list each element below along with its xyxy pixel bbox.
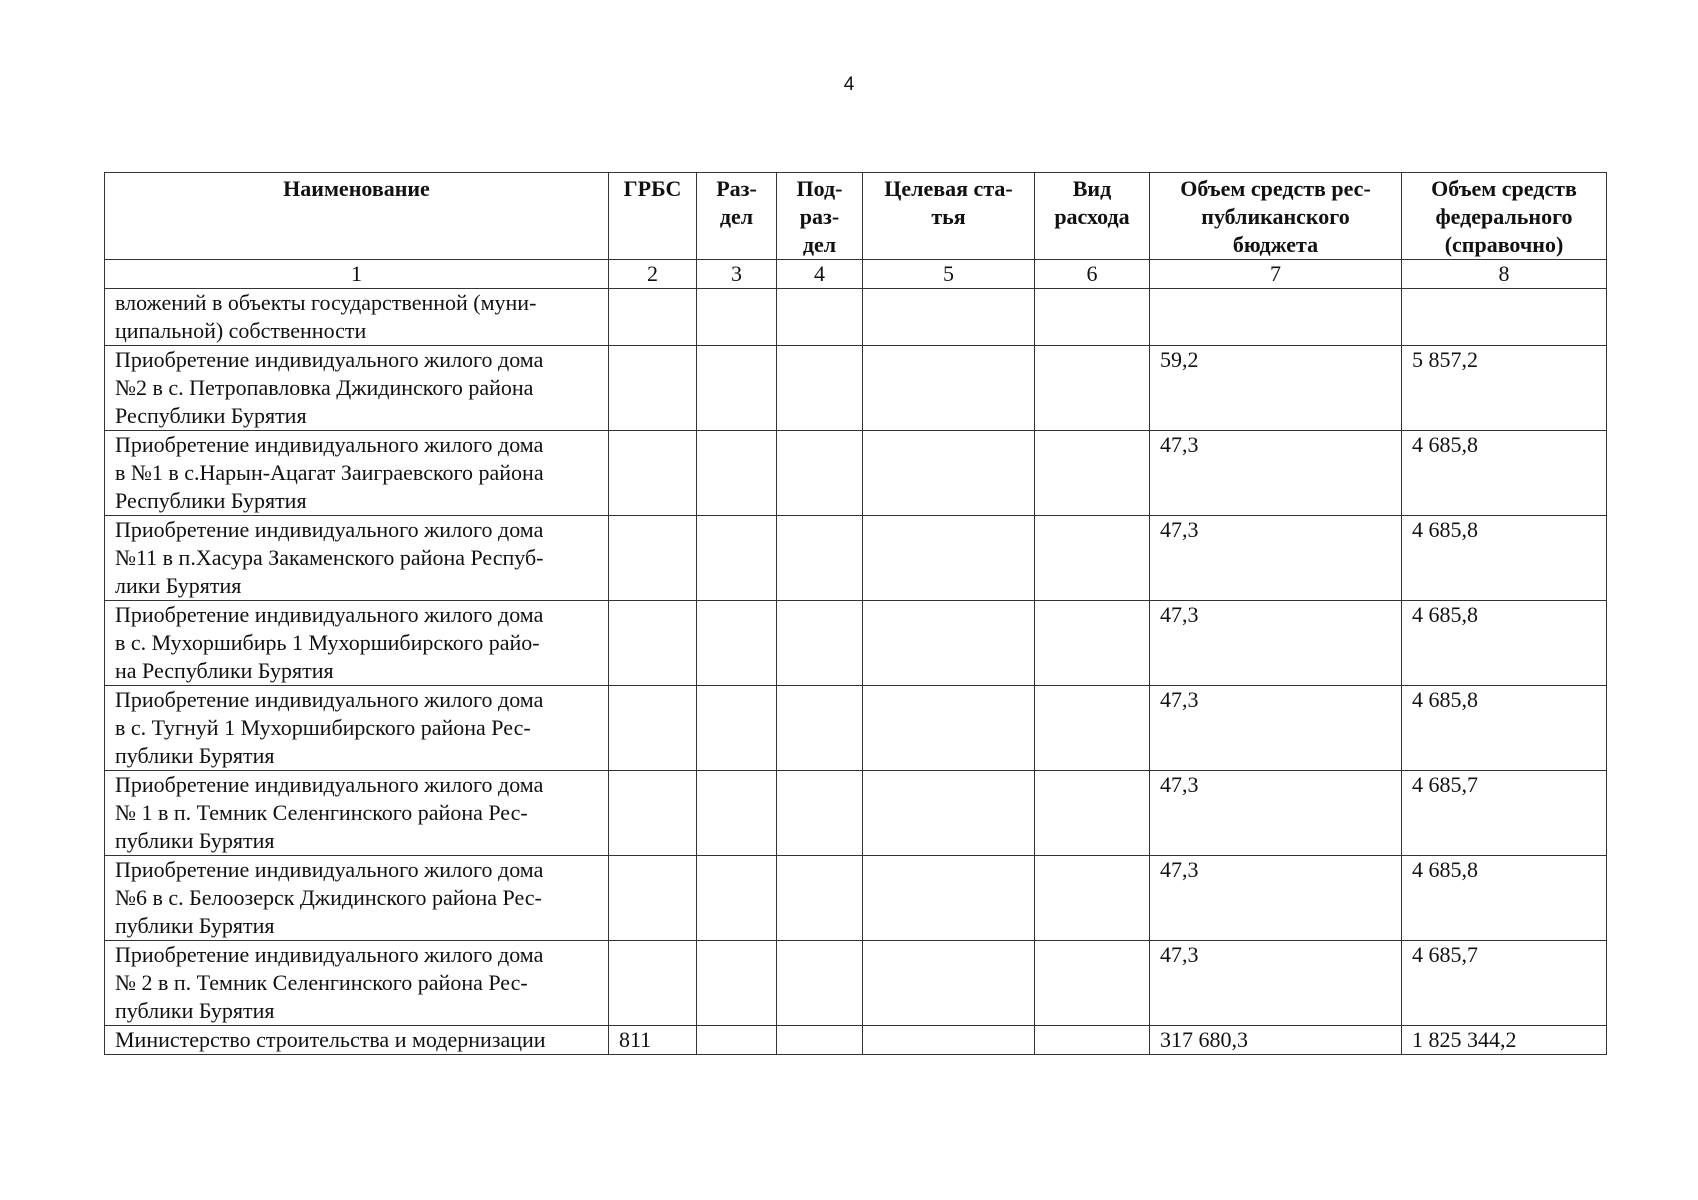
row-republican-cell: 47,3 — [1150, 856, 1402, 941]
row-name-cell: Приобретение индивидуального жилого дома в с. Мухоршибирь 1 Мухоршибирского райо- на Республики Бурятия — [105, 601, 609, 686]
row-federal-cell: 4 685,7 — [1402, 941, 1607, 1026]
row-podrazdel-cell — [777, 1026, 863, 1055]
row-grbs-cell — [609, 856, 697, 941]
row-grbs-cell — [609, 289, 697, 346]
row-grbs-cell — [609, 771, 697, 856]
row-federal-cell: 5 857,2 — [1402, 346, 1607, 431]
column-number: 6 — [1035, 260, 1150, 289]
row-razdel-cell — [697, 289, 777, 346]
header-federal-budget: Объем средств федерального (справочно) — [1402, 173, 1607, 260]
row-vid-cell — [1035, 941, 1150, 1026]
header-name: Наименование — [105, 173, 609, 260]
row-name-cell: Приобретение индивидуального жилого дома №2 в с. Петропавловка Джидинского района Республики Бурятия — [105, 346, 609, 431]
table-row — [105, 856, 1607, 941]
header-row — [105, 173, 1607, 260]
row-celevaya-cell — [863, 431, 1035, 516]
header-celevaya-statya: Целевая ста- тья — [863, 173, 1035, 260]
row-celevaya-cell — [863, 1026, 1035, 1055]
row-name-cell: Приобретение индивидуального жилого дома в с. Тугнуй 1 Мухоршибирского района Рес- публики Бурятия — [105, 686, 609, 771]
row-grbs-cell — [609, 941, 697, 1026]
row-razdel-cell — [697, 516, 777, 601]
table-row — [105, 686, 1607, 771]
row-podrazdel-cell — [777, 771, 863, 856]
row-vid-cell — [1035, 856, 1150, 941]
row-republican-cell: 47,3 — [1150, 601, 1402, 686]
row-republican-cell: 47,3 — [1150, 686, 1402, 771]
header-republican-budget: Объем средств рес- публиканского бюджета — [1150, 173, 1402, 260]
row-name-cell: Приобретение индивидуального жилого дома №6 в с. Белоозерск Джидинского района Рес- публики Бурятия — [105, 856, 609, 941]
row-republican-cell: 317 680,3 — [1150, 1026, 1402, 1055]
row-vid-cell — [1035, 1026, 1150, 1055]
row-vid-cell — [1035, 771, 1150, 856]
row-podrazdel-cell — [777, 516, 863, 601]
row-federal-cell: 4 685,8 — [1402, 431, 1607, 516]
row-grbs-cell — [609, 601, 697, 686]
row-grbs-cell — [609, 686, 697, 771]
table-row — [105, 1026, 1607, 1055]
column-number: 3 — [697, 260, 777, 289]
row-podrazdel-cell — [777, 431, 863, 516]
header-razdel: Раз- дел — [697, 173, 777, 260]
row-celevaya-cell — [863, 686, 1035, 771]
row-celevaya-cell — [863, 771, 1035, 856]
row-grbs-cell: 811 — [609, 1026, 697, 1055]
row-podrazdel-cell — [777, 686, 863, 771]
row-vid-cell — [1035, 431, 1150, 516]
table-row — [105, 346, 1607, 431]
column-number: 4 — [777, 260, 863, 289]
row-razdel-cell — [697, 941, 777, 1026]
row-razdel-cell — [697, 686, 777, 771]
row-republican-cell — [1150, 289, 1402, 346]
column-number: 1 — [105, 260, 609, 289]
table-row — [105, 601, 1607, 686]
row-name-cell: вложений в объекты государственной (муни- ципальной) собственности — [105, 289, 609, 346]
header-vid-raskhoda: Вид расхода — [1035, 173, 1150, 260]
row-grbs-cell — [609, 431, 697, 516]
row-federal-cell: 4 685,8 — [1402, 601, 1607, 686]
row-federal-cell: 4 685,8 — [1402, 516, 1607, 601]
row-celevaya-cell — [863, 289, 1035, 346]
table-row — [105, 516, 1607, 601]
row-republican-cell: 47,3 — [1150, 431, 1402, 516]
table-row — [105, 771, 1607, 856]
row-grbs-cell — [609, 516, 697, 601]
row-vid-cell — [1035, 289, 1150, 346]
row-vid-cell — [1035, 601, 1150, 686]
row-name-cell: Министерство строительства и модернизации — [105, 1026, 609, 1055]
header-grbs: ГРБС — [609, 173, 697, 260]
row-celevaya-cell — [863, 346, 1035, 431]
row-celevaya-cell — [863, 856, 1035, 941]
row-republican-cell: 47,3 — [1150, 941, 1402, 1026]
header-podrazdel: Под- раз- дел — [777, 173, 863, 260]
column-number: 8 — [1402, 260, 1607, 289]
table-row — [105, 289, 1607, 346]
page-number: 4 — [843, 74, 855, 95]
column-number: 5 — [863, 260, 1035, 289]
row-republican-cell: 47,3 — [1150, 771, 1402, 856]
row-name-cell: Приобретение индивидуального жилого дома в №1 в с.Нарын-Ацагат Заиграевского района Республики Бурятия — [105, 431, 609, 516]
row-vid-cell — [1035, 516, 1150, 601]
row-razdel-cell — [697, 771, 777, 856]
row-podrazdel-cell — [777, 346, 863, 431]
row-name-cell: Приобретение индивидуального жилого дома № 2 в п. Темник Селенгинского района Рес- публики Бурятия — [105, 941, 609, 1026]
row-celevaya-cell — [863, 941, 1035, 1026]
row-federal-cell: 4 685,7 — [1402, 771, 1607, 856]
row-podrazdel-cell — [777, 289, 863, 346]
column-number: 2 — [609, 260, 697, 289]
row-razdel-cell — [697, 1026, 777, 1055]
table-row — [105, 431, 1607, 516]
row-celevaya-cell — [863, 601, 1035, 686]
row-podrazdel-cell — [777, 941, 863, 1026]
row-republican-cell: 59,2 — [1150, 346, 1402, 431]
budget-table — [104, 172, 1607, 1055]
row-federal-cell: 4 685,8 — [1402, 856, 1607, 941]
row-grbs-cell — [609, 346, 697, 431]
column-numbering-row — [105, 260, 1607, 289]
row-podrazdel-cell — [777, 601, 863, 686]
row-federal-cell: 1 825 344,2 — [1402, 1026, 1607, 1055]
row-name-cell: Приобретение индивидуального жилого дома №11 в п.Хасура Закаменского района Респуб- лики Бурятия — [105, 516, 609, 601]
column-number: 7 — [1150, 260, 1402, 289]
table-row — [105, 941, 1607, 1026]
row-federal-cell: 4 685,8 — [1402, 686, 1607, 771]
row-republican-cell: 47,3 — [1150, 516, 1402, 601]
row-razdel-cell — [697, 346, 777, 431]
row-federal-cell — [1402, 289, 1607, 346]
row-razdel-cell — [697, 601, 777, 686]
row-razdel-cell — [697, 431, 777, 516]
row-name-cell: Приобретение индивидуального жилого дома № 1 в п. Темник Селенгинского района Рес- публики Бурятия — [105, 771, 609, 856]
row-razdel-cell — [697, 856, 777, 941]
row-podrazdel-cell — [777, 856, 863, 941]
row-celevaya-cell — [863, 516, 1035, 601]
row-vid-cell — [1035, 686, 1150, 771]
row-vid-cell — [1035, 346, 1150, 431]
